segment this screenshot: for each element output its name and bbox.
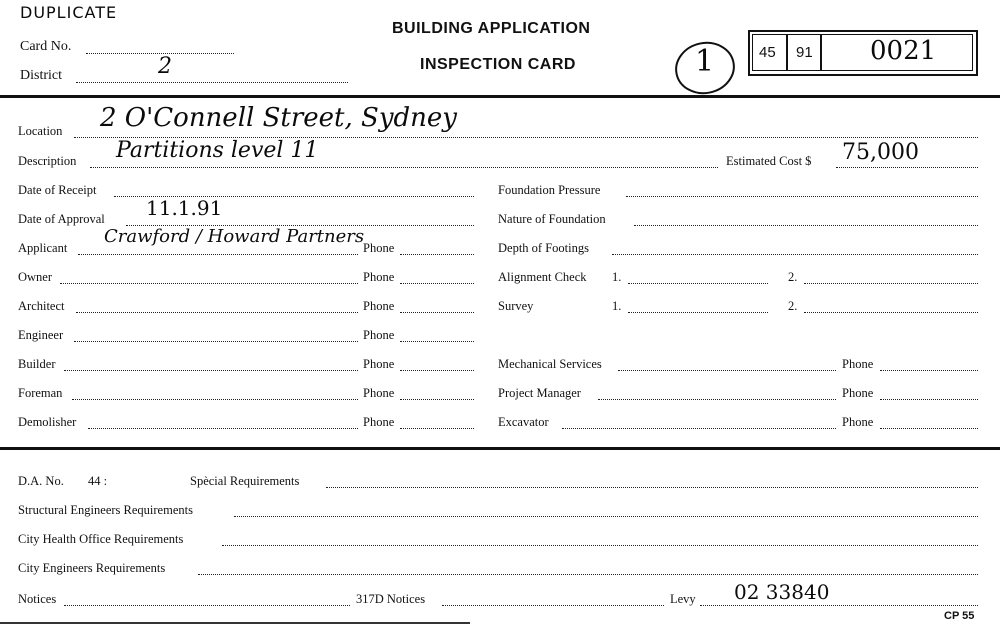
foreman-phone-line <box>400 398 474 400</box>
bottom-edge-mark <box>0 622 470 624</box>
builder-phone-label: Phone <box>363 357 395 371</box>
depth-of-footings-label: Depth of Footings <box>498 241 589 255</box>
owner-phone-label: Phone <box>363 270 395 284</box>
description-line <box>90 166 718 168</box>
survey-line-1 <box>628 311 768 313</box>
demolisher-phone-label: Phone <box>363 415 395 429</box>
estimated-cost-line <box>836 166 978 168</box>
form-code: CP 55 <box>944 610 975 622</box>
da-no-label: D.A. No. <box>18 474 64 488</box>
city-health-office-line <box>222 544 978 546</box>
applicant-label: Applicant <box>18 241 68 255</box>
survey-label: Survey <box>498 299 534 313</box>
special-requirements-line <box>326 486 978 488</box>
reference-part-1: 45 <box>759 44 776 61</box>
owner-phone-line <box>400 282 474 284</box>
project-manager-line <box>598 398 836 400</box>
nature-of-foundation-line <box>634 224 978 226</box>
foreman-label: Foreman <box>18 386 63 400</box>
reference-divider-1 <box>786 34 788 71</box>
survey-one: 1. <box>612 299 622 313</box>
engineer-phone-line <box>400 340 474 342</box>
mechanical-services-label: Mechanical Services <box>498 357 602 371</box>
applicant-phone-line <box>400 253 474 255</box>
circled-number: 1 <box>695 44 715 79</box>
levy-value: 02 33840 <box>734 580 830 604</box>
levy-line <box>700 604 978 606</box>
description-value: Partitions level 11 <box>116 138 319 163</box>
title-line-1: BUILDING APPLICATION <box>392 20 591 37</box>
date-of-receipt-label: Date of Receipt <box>18 183 97 197</box>
foreman-phone-label: Phone <box>363 386 395 400</box>
architect-label: Architect <box>18 299 65 313</box>
city-engineers-line <box>198 573 978 575</box>
applicant-phone-label: Phone <box>363 241 395 255</box>
excavator-label: Excavator <box>498 415 549 429</box>
survey-line-2 <box>804 311 978 313</box>
levy-label: Levy <box>670 592 696 606</box>
builder-label: Builder <box>18 357 56 371</box>
applicant-line <box>78 253 358 255</box>
excavator-phone-line <box>880 427 978 429</box>
da-no-value: 44 : <box>88 474 108 488</box>
header-divider <box>0 95 1000 98</box>
estimated-cost-value: 75,000 <box>842 140 919 165</box>
date-of-approval-label: Date of Approval <box>18 212 105 226</box>
architect-phone-label: Phone <box>363 299 395 313</box>
reference-divider-2 <box>820 34 822 71</box>
notices-317d-label: 317D Notices <box>356 592 426 606</box>
applicant-value: Crawford / Howard Partners <box>104 226 365 247</box>
structural-engineers-label: Structural Engineers Requirements <box>18 503 193 517</box>
architect-phone-line <box>400 311 474 313</box>
excavator-phone-label: Phone <box>842 415 874 429</box>
nature-of-foundation-label: Nature of Foundation <box>498 212 606 226</box>
engineer-phone-label: Phone <box>363 328 395 342</box>
project-manager-phone-label: Phone <box>842 386 874 400</box>
builder-phone-line <box>400 369 474 371</box>
architect-line <box>76 311 358 313</box>
description-label: Description <box>18 154 77 168</box>
district-label: District <box>20 68 62 83</box>
foundation-pressure-label: Foundation Pressure <box>498 183 601 197</box>
card-no-label: Card No. <box>20 39 72 54</box>
builder-line <box>64 369 358 371</box>
notices-317d-line <box>442 604 664 606</box>
engineer-line <box>74 340 358 342</box>
location-value: 2 O'Connell Street, Sydney <box>100 103 457 133</box>
project-manager-label: Project Manager <box>498 386 581 400</box>
owner-line <box>60 282 358 284</box>
alignment-check-one: 1. <box>612 270 622 284</box>
alignment-check-line-2 <box>804 282 978 284</box>
foreman-line <box>72 398 358 400</box>
alignment-check-two: 2. <box>788 270 798 284</box>
project-manager-phone-line <box>880 398 978 400</box>
demolisher-line <box>88 427 358 429</box>
structural-engineers-line <box>234 515 978 517</box>
city-engineers-label: City Engineers Requirements <box>18 561 166 575</box>
excavator-line <box>562 427 836 429</box>
location-label: Location <box>18 124 63 138</box>
mechanical-services-phone-label: Phone <box>842 357 874 371</box>
date-of-approval-value: 11.1.91 <box>146 196 223 220</box>
survey-two: 2. <box>788 299 798 313</box>
demolisher-phone-line <box>400 427 474 429</box>
owner-label: Owner <box>18 270 53 284</box>
title-line-2: INSPECTION CARD <box>420 56 576 73</box>
reference-part-2: 91 <box>796 44 813 61</box>
district-value: 2 <box>158 54 172 79</box>
details-divider <box>0 447 1000 450</box>
notices-line <box>64 604 350 606</box>
alignment-check-line-1 <box>628 282 768 284</box>
mechanical-services-phone-line <box>880 369 978 371</box>
demolisher-label: Demolisher <box>18 415 77 429</box>
alignment-check-label: Alignment Check <box>498 270 587 284</box>
foundation-pressure-line <box>626 195 978 197</box>
mechanical-services-line <box>618 369 836 371</box>
special-requirements-label: Spècial Requirements <box>190 474 300 488</box>
duplicate-note: DUPLICATE <box>20 3 118 22</box>
district-line <box>76 81 348 83</box>
estimated-cost-label: Estimated Cost $ <box>726 154 812 168</box>
notices-label: Notices <box>18 592 57 606</box>
engineer-label: Engineer <box>18 328 64 342</box>
depth-of-footings-line <box>612 253 978 255</box>
city-health-office-label: City Health Office Requirements <box>18 532 184 546</box>
reference-part-3: 0021 <box>870 36 937 66</box>
